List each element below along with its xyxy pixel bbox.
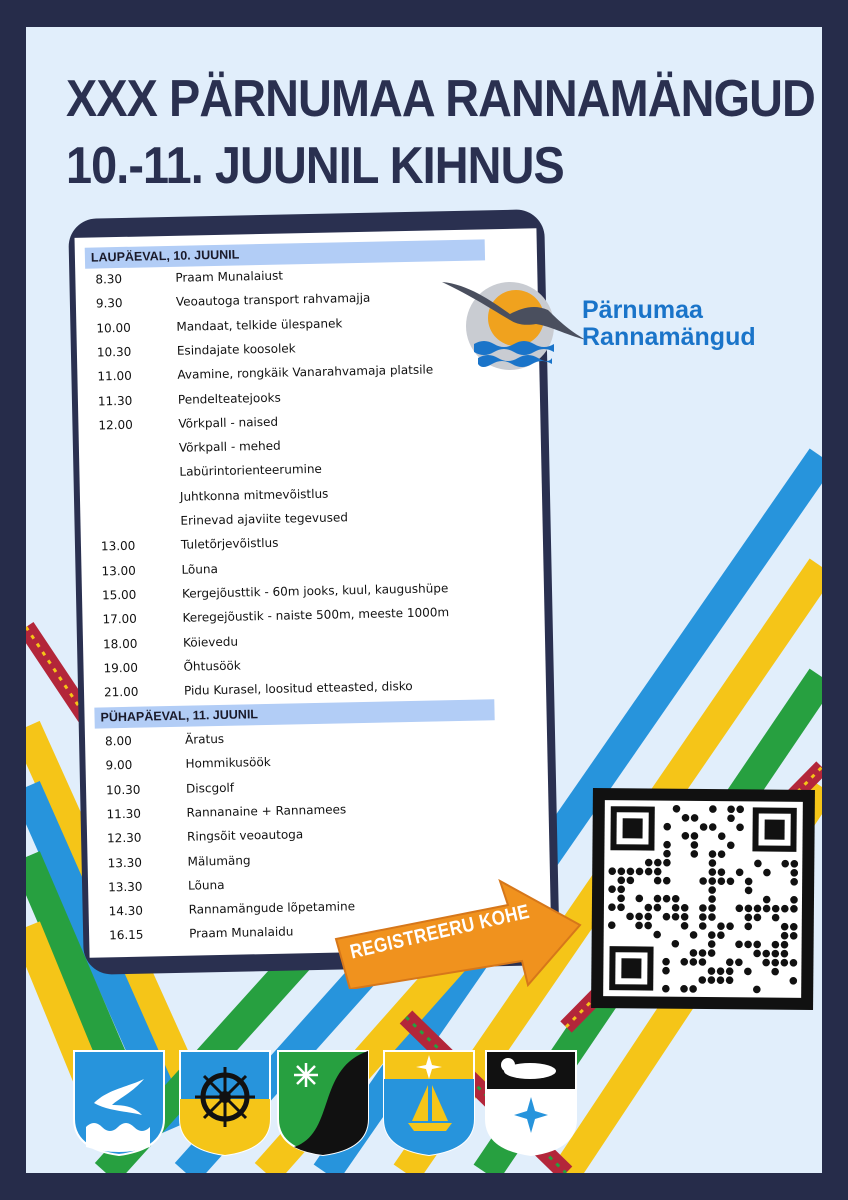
crest-wheel-icon (178, 1049, 272, 1157)
schedule-activity: Juhtkonna mitmevõistlus (179, 486, 329, 504)
schedule-activity: Rannanaine + Rannamees (186, 802, 347, 820)
schedule-time: 15.00 (101, 587, 137, 603)
schedule-activity: Õhtusöök (183, 658, 241, 674)
schedule-time: 17.00 (102, 611, 138, 627)
schedule-activity: Avamine, rongkäik Vanarahvamaja platsile (177, 362, 434, 382)
schedule-activity: Mälumäng (187, 852, 251, 869)
schedule-time: 12.30 (106, 830, 142, 846)
schedule-time: 14.30 (108, 903, 144, 919)
logo-line-1: Pärnumaa (582, 296, 703, 324)
schedule-time: 8.30 (95, 271, 123, 287)
schedule-activity: Lõuna (187, 877, 225, 893)
day2-header: PÜHAPÄEVAL, 11. JUUNIL (94, 699, 494, 728)
schedule-time: 13.30 (107, 879, 143, 895)
schedule-activity: Köievedu (182, 634, 239, 650)
logo-line-2: Rannamängud (582, 323, 756, 351)
day1-header: LAUPÄEVAL, 10. JUUNIL (85, 239, 485, 268)
schedule-activity: Pidu Kurasel, loositud etteasted, disko (183, 679, 413, 698)
schedule-activity: Hommikusöök (185, 755, 271, 772)
schedule-time: 11.00 (97, 368, 132, 384)
schedule-activity: Äratus (184, 731, 225, 747)
schedule-time: 13.30 (107, 855, 143, 870)
qr-code-frame[interactable] (591, 788, 815, 1010)
schedule-activity: Pendelteatejooks (177, 390, 281, 407)
schedule-time: 18.00 (102, 636, 138, 651)
schedule-activity: Võrkpall - naised (178, 414, 279, 431)
qr-code-icon (603, 800, 803, 998)
schedule-activity: Mandaat, telkide ülespanek (176, 315, 343, 334)
schedule-activity: Keregejõustik - naiste 500m, meeste 1000m (182, 605, 450, 625)
page-title-line-2: 10.-11. JUUNIL KIHNUS (66, 137, 564, 195)
schedule-time: 10.00 (96, 320, 131, 336)
schedule-time: 10.30 (96, 344, 132, 360)
schedule-activity: Labürintorienteerumine (179, 462, 323, 480)
crest-snowflake-icon (276, 1049, 370, 1157)
schedule-time: 13.00 (100, 539, 136, 554)
crest-ship-icon (382, 1049, 476, 1157)
schedule-time: 19.00 (103, 660, 139, 676)
qr-code (603, 800, 803, 998)
page-title-line-1: XXX PÄRNUMAA RANNAMÄNGUD (66, 70, 815, 128)
schedule-time: 8.00 (104, 733, 132, 749)
poster (26, 27, 822, 1173)
schedule-activity: Esindajate koosolek (176, 341, 296, 358)
schedule-activity: Erinevad ajaviite tegevused (180, 510, 349, 528)
schedule-activity: Kergejõusttik - 60m jooks, kuul, kaugushüpe (181, 581, 449, 601)
schedule-time: 9.00 (105, 758, 133, 773)
schedule-activity: Discgolf (185, 780, 235, 796)
schedule-activity: Võrkpall - mehed (178, 438, 281, 455)
schedule-activity: Lõuna (181, 561, 219, 577)
schedule-time: 11.30 (97, 393, 133, 408)
schedule-activity: Praam Munalaiust (175, 268, 284, 285)
schedule-activity: Praam Munalaidu (188, 924, 294, 942)
seagull-sun-logo-icon (438, 274, 588, 374)
crest-seal-icon (484, 1049, 578, 1157)
schedule-time: 16.15 (108, 928, 144, 943)
crest-bird-icon (72, 1049, 166, 1157)
schedule-time: 9.30 (95, 296, 123, 311)
schedule-time: 12.00 (98, 417, 133, 433)
schedule-activity: Tuletõrjevõistlus (180, 536, 279, 553)
schedule-time: 21.00 (103, 684, 139, 700)
logo-wordmark (582, 297, 756, 351)
register-button[interactable]: REGISTREERU KOHE (348, 900, 532, 964)
schedule-activity: Ringsõit veoautoga (186, 827, 304, 844)
schedule-time: 13.00 (101, 563, 136, 579)
schedule-time: 10.30 (105, 782, 141, 797)
schedule-time: 11.30 (106, 806, 142, 822)
schedule-activity: Rannamängude lõpetamine (188, 899, 356, 917)
schedule-activity: Veoautoga transport rahvamajja (175, 291, 371, 310)
